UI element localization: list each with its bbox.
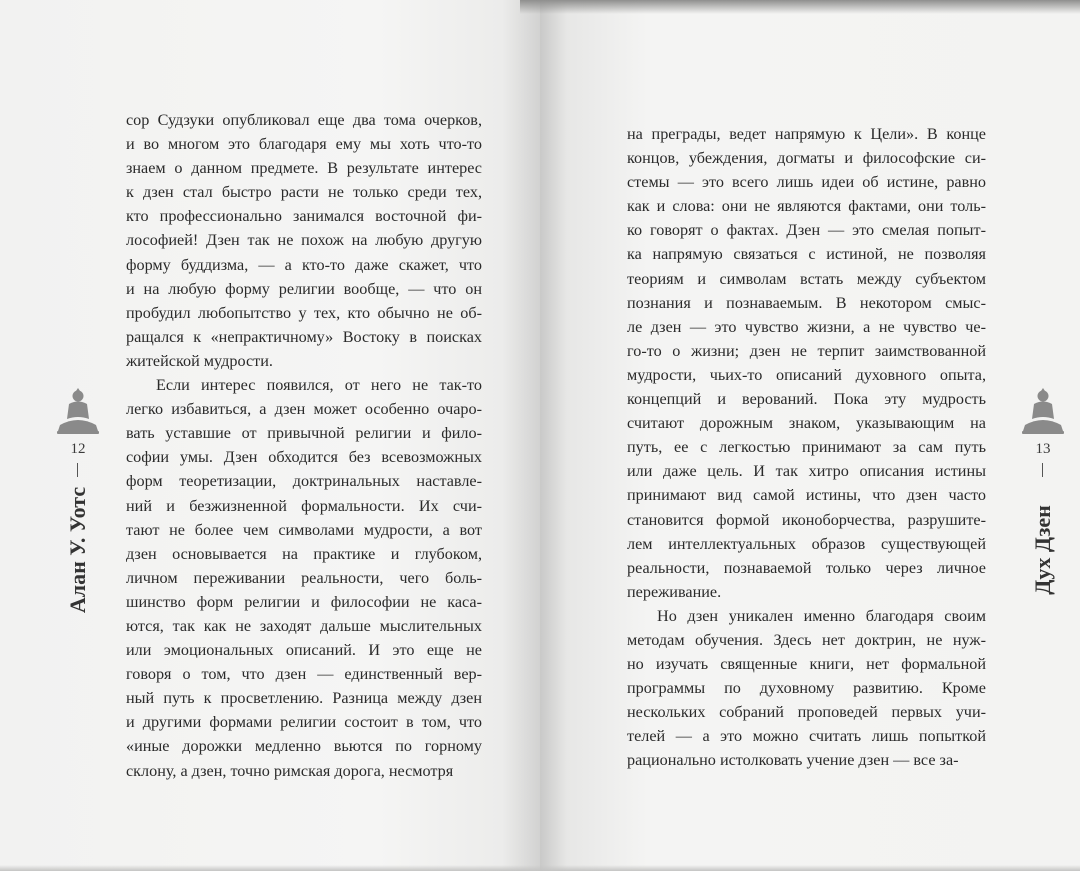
book-bottom-edge xyxy=(0,865,1080,871)
text-line: и на любую форму религии вообще, — что он xyxy=(126,279,482,298)
left-page-text xyxy=(126,108,482,783)
buddha-icon xyxy=(54,385,102,437)
text-line: принимают вид самой истины, что дзен часто xyxy=(627,486,986,505)
text-line: Если интерес появился, от него не так-то xyxy=(156,376,482,395)
text-line: или эмоциональных описаний. И это еще не xyxy=(126,641,482,660)
text-line: мудрости, чьих-то описаний духовного опыта, xyxy=(627,365,986,384)
text-line: кто профессионально занимался восточной фи- xyxy=(126,207,482,226)
text-line: говоря о том, что дзен — единственный вер- xyxy=(126,665,482,684)
text-line: программы по духовному развитию. Кроме xyxy=(627,679,986,698)
text-line: познания и познаваемым. В некотором смыс- xyxy=(627,293,986,312)
text-line: рационально истолковать учение дзен — все за- xyxy=(627,751,959,770)
buddha-icon xyxy=(1019,385,1067,437)
right-page xyxy=(540,0,1080,871)
running-head xyxy=(48,485,108,615)
text-line: к дзен стал быстро расти не только среди тех, xyxy=(126,183,482,202)
right-margin-ornament xyxy=(1013,385,1073,625)
text-line: форму буддизма, — а кто-то даже скажет, что xyxy=(126,255,482,274)
text-line: Но дзен уникален именно благодаря своим xyxy=(657,606,986,625)
text-line: стемы — это всего лишь идеи об истине, равно xyxy=(627,173,986,192)
text-line: и во многом это благодаря ему мы хоть что-то xyxy=(126,135,482,154)
text-line: лем интеллектуальных образов существующей xyxy=(627,534,986,553)
text-line: сор Судзуки опубликовал еще два тома очерков, xyxy=(126,111,482,129)
text-line: телей — а это можно считать лишь попыткой xyxy=(627,727,986,746)
text-line: концепций и верований. Пока эту мудрость xyxy=(627,390,986,409)
text-line: «иные дорожки медленно вьются по горному xyxy=(126,737,482,756)
running-head-text: Дух Дзен xyxy=(1030,505,1055,595)
book-top-shadow xyxy=(520,0,1080,14)
page-number: 12 xyxy=(70,441,86,457)
text-line: вать уставшие от привычной религии и фило- xyxy=(126,424,482,443)
text-line: ются, так как не заходят дальше мыслительных xyxy=(126,616,482,635)
left-margin-ornament xyxy=(48,385,108,625)
text-line: го-то о жизни; дзен не терпит заимствованной xyxy=(627,341,986,360)
divider xyxy=(77,463,78,477)
text-line: становится формой иконоборчества, разрушите- xyxy=(627,510,986,529)
text-line: ний и безжизненной формальности. Их счи- xyxy=(126,496,482,515)
text-line: лософией! Дзен так не похож на любую другую xyxy=(126,231,482,250)
text-line: знаем о данном предмете. В результате интерес xyxy=(126,159,482,178)
text-line: личном переживании реальности, чего боль- xyxy=(126,568,482,587)
divider xyxy=(1042,463,1043,477)
text-line: тают не более чем символами мудрости, а вот xyxy=(126,520,482,539)
right-page-text xyxy=(627,122,986,773)
text-line: пробудил любопытство у тех, кто обычно не об- xyxy=(126,303,482,322)
running-head-text: Алан У. Уотс xyxy=(65,486,90,614)
text-line: ращался к «непрактичному» Востоку в поисках xyxy=(126,327,482,346)
text-line: реальности, познаваемой только через личное xyxy=(627,558,986,577)
page-number: 13 xyxy=(1035,441,1051,457)
text-line: софии умы. Дзен обходится без всевозможных xyxy=(126,448,482,467)
text-line: но изучать священные книги, нет формальной xyxy=(627,655,986,674)
text-line: легко избавиться, а дзен может особенно очаро- xyxy=(126,400,482,419)
text-line: дзен основывается на практике и глубоком, xyxy=(126,544,482,563)
text-line: переживание. xyxy=(627,582,722,601)
text-line: шинство форм религии и философии не каса- xyxy=(126,592,482,611)
text-line: теориям и символам встать между субъектом xyxy=(627,269,986,288)
text-line: или даже цель. И так хитро описания истины xyxy=(627,462,986,481)
text-line: методам обучения. Здесь нет доктрин, не нуж- xyxy=(627,630,986,649)
text-line: нескольких собраний проповедей первых учи- xyxy=(627,703,986,722)
text-line: считают дорожным знаком, указывающим на xyxy=(627,414,986,433)
text-line: склону, а дзен, точно римская дорога, несмотря xyxy=(126,761,454,780)
running-head xyxy=(1013,485,1073,615)
text-line: ный путь к просветлению. Разница между дзен xyxy=(126,689,482,708)
text-line: путь, ее с легкостью принимают за сам путь xyxy=(627,438,986,457)
text-line: форм теоретизации, доктринальных наставле- xyxy=(126,472,482,491)
text-line: концов, убеждения, догматы и философские си- xyxy=(627,149,986,168)
text-line: ле дзен — это чувство жизни, а не чувство че- xyxy=(627,317,986,336)
text-line: житейской мудрости. xyxy=(126,351,273,370)
text-line: ко говорят о фактах. Дзен — это смелая попыт- xyxy=(627,221,986,240)
text-line: и другими формами религии состоит в том, что xyxy=(126,713,482,732)
text-line: на преграды, ведет напрямую к Цели». В конце xyxy=(627,125,986,143)
text-line: ка напрямую связаться с истиной, не позволяя xyxy=(627,245,986,264)
text-line: как и слова: они не являются фактами, они толь- xyxy=(627,197,986,216)
